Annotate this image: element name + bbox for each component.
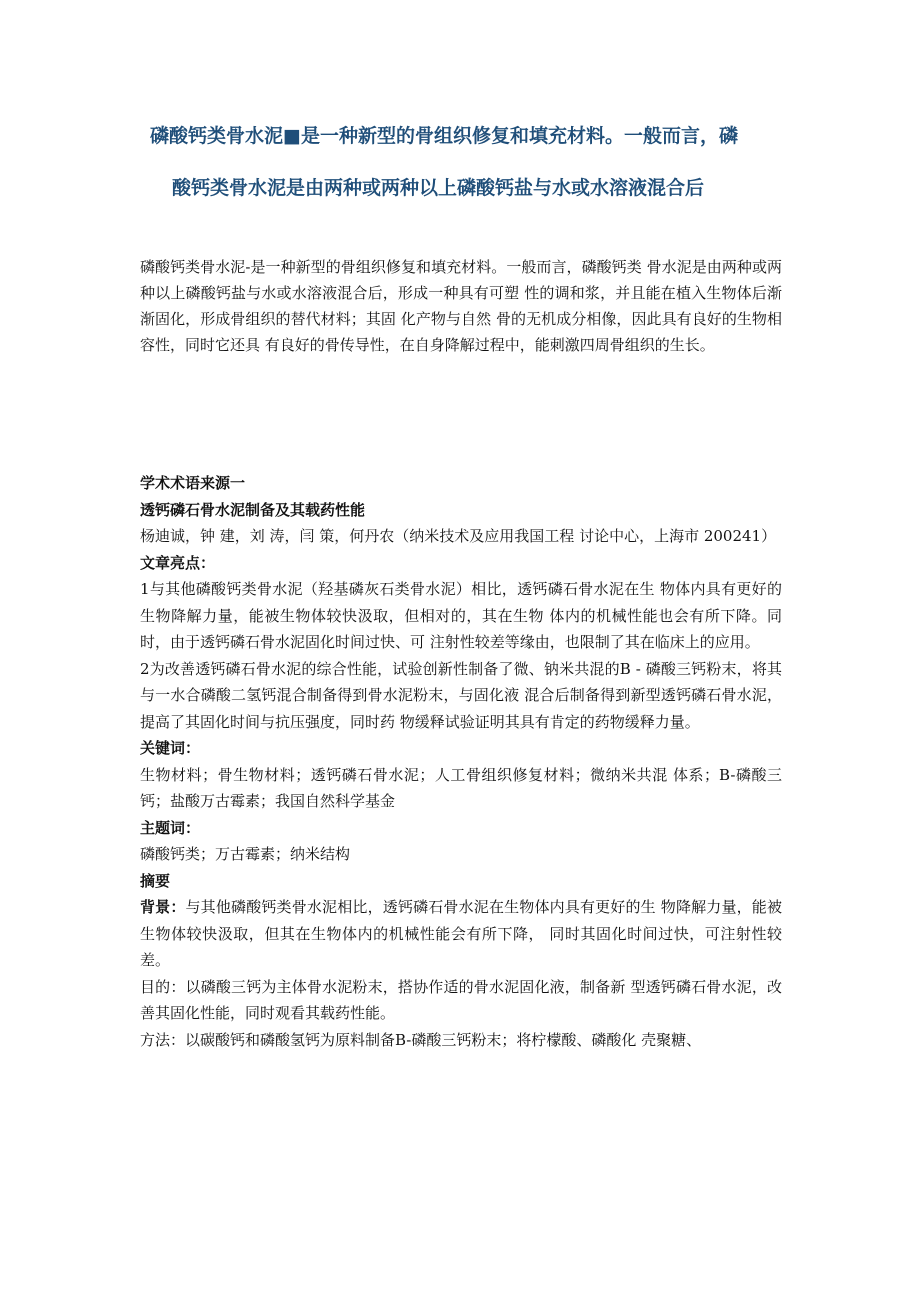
background-label: 背景：: [140, 898, 186, 916]
highlight-2: 2为改善透钙磷石骨水泥的综合性能，试验创新性制备了微、钠米共混的B - 磷酸三钙粉末，将其与一水合磷酸二氢钙混合制备得到骨水泥粉末，与固化液 混合后制备得到新型透钙磷石骨水泥，提高了其固化时间与抗压强度，同时药 物缓释试验证明其具有肯定的药物缓释力量。: [140, 659, 782, 731]
background-text: 与其他磷酸钙类骨水泥相比，透钙磷石骨水泥在生物体内具有更好的生 物降解力量，能被生物体较快汲取，但其在生物体内的机械性能会有所下降， 同时其固化时间过快，可注射性较差。: [140, 898, 782, 969]
subject-heading: 主题词：: [140, 818, 201, 837]
abstract-heading: 摘要: [140, 871, 171, 890]
aim-paragraph: 目的：以磷酸三钙为主体骨水泥粉末，搭协作适的骨水泥固化液，制备新 型透钙磷石骨水泥，改善其固化性能，同时观看其载药性能。: [140, 977, 782, 1022]
article-info-block: [140, 470, 782, 1053]
source-heading: 学术术语来源一: [140, 474, 246, 492]
background-paragraph: [140, 894, 782, 974]
highlights-heading: 文章亮点：: [140, 553, 216, 572]
methods-paragraph: 方法：以碳酸钙和磷酸氢钙为原料制备B-磷酸三钙粉末；将柠檬酸、磷酸化 壳聚糖、: [140, 1030, 702, 1049]
subject-terms: 磷酸钙类；万古霉素；纳米结构: [140, 845, 351, 863]
keywords-heading: 关键词：: [140, 739, 201, 757]
document-title-line-2: 酸钙类骨水泥是由两种或两种以上磷酸钙盐与水或水溶液混合后: [172, 177, 705, 199]
authors: 杨迪诚，钟 建，刘 涛，闫 策，何丹农（纳米技术及应用我国工程 讨论中心，上海市 200241）: [140, 527, 777, 545]
keywords: 生物材料；骨生物材料；透钙磷石骨水泥；人工骨组织修复材料；微纳米共混 体系；B-磷酸三钙；盐酸万古霉素；我国自然科学基金: [140, 765, 782, 810]
article-title: 透钙磷石骨水泥制备及其载药性能: [140, 500, 366, 519]
document-title-line-1: 磷酸钙类骨水泥■是一种新型的骨组织修复和填充材料。一般而言，磷: [150, 125, 738, 147]
highlight-1: 1与其他磷酸钙类骨水泥（羟基磷灰石类骨水泥）相比，透钙磷石骨水泥在生 物体内具有更好的生物降解力量，能被生物体较快汲取，但相对的，其在生物 体内的机械性能也会有所下降。同时，由于透钙磷石骨水泥固化时间过快、可 注射性较差等缘由，也限制了其在临床上的应用。: [140, 580, 782, 651]
intro-paragraph: 磷酸钙类骨水泥-是一种新型的骨组织修复和填充材料。一般而言，磷酸钙类 骨水泥是由两种或两种以上磷酸钙盐与水或水溶液混合后，形成一种具有可塑 性的调和浆，并且能在植入生物体后渐渐固化，形成骨组织的替代材料；其固 化产物与自然 骨的无机成分相像，因此具有良好的生物相容性，同时它还具 有良好的骨传导性，在自身降解过程中，能刺激四周骨组织的生长。: [140, 258, 782, 354]
